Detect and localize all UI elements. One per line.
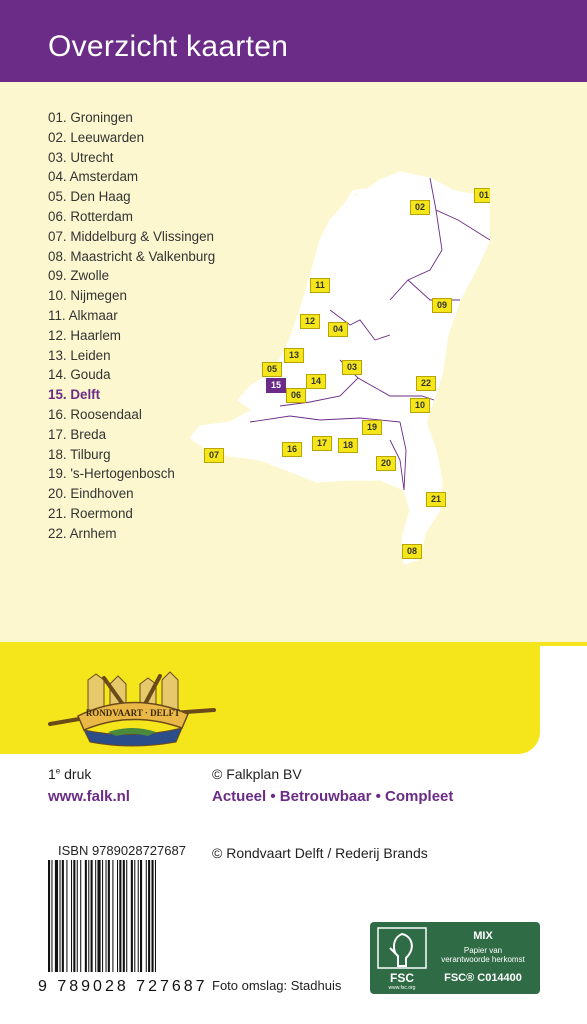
map-index-item: 01. Groningen (48, 110, 133, 125)
fsc-logo-text: FSC (390, 971, 414, 985)
barcode-bar (60, 860, 61, 972)
fsc-mix: MIX (473, 930, 493, 942)
copyright-falkplan: © Falkplan BV (212, 766, 302, 782)
barcode-bar (88, 860, 89, 972)
map-index-item: 21. Roermond (48, 505, 133, 521)
map-tag-07: 07 (204, 448, 224, 463)
barcode-bar (112, 860, 113, 972)
barcode-bar (85, 860, 87, 972)
map-index-item: 04. Amsterdam (48, 169, 139, 185)
map-index-item: 06. Rotterdam (48, 208, 133, 224)
map-index-item: 18. Tilburg (48, 446, 111, 462)
map-tag-16: 16 (282, 442, 302, 457)
website-link[interactable]: www.falk.nl (48, 788, 130, 805)
barcode-bar (140, 860, 142, 972)
barcode-digits: 9 789028 727687 (38, 978, 208, 995)
map-tag-11: 11 (310, 278, 330, 293)
map-tag-17: 17 (312, 436, 332, 451)
map-tag-12: 12 (300, 314, 320, 329)
slogan: Actueel • Betrouwbaar • Compleet (212, 788, 454, 805)
barcode-bar (48, 860, 50, 972)
barcode-bar (134, 860, 135, 972)
fsc-description: Papier van verantwoorde herkomst (441, 946, 525, 964)
map-tag-18: 18 (338, 438, 358, 453)
barcode-bar (51, 860, 52, 972)
map-tag-09: 09 (432, 298, 452, 313)
map-index-item: 15. Delft (48, 387, 101, 403)
barcode-bar (97, 860, 100, 972)
page-title: Overzicht kaarten (48, 30, 289, 63)
isbn-text: ISBN 9789028727687 (58, 843, 186, 858)
barcode-bar (66, 860, 67, 972)
map-tag-06: 06 (286, 388, 306, 403)
fsc-code: FSC® C014400 (444, 972, 522, 984)
map-index-item: 12. Haarlem (48, 327, 121, 343)
barcode-bar (73, 860, 75, 972)
map-index-item: 13. Leiden (48, 347, 111, 363)
map-index-item: 05. Den Haag (48, 189, 131, 205)
map-tag-08: 08 (402, 544, 422, 559)
barcode-bar (108, 860, 110, 972)
copyright-rondvaart: © Rondvaart Delft / Rederij Brands (212, 845, 428, 861)
barcode-bar (62, 860, 64, 972)
barcode-bar (138, 860, 139, 972)
barcode-bar (123, 860, 125, 972)
fsc-tree-icon (376, 926, 428, 990)
map-index-item: 03. Utrecht (48, 149, 114, 165)
barcode-bar (91, 860, 93, 972)
map-index-item: 11. Alkmaar (48, 307, 118, 323)
barcode-bar (77, 860, 78, 972)
map-index-item: 14. Gouda (48, 367, 111, 383)
map-index-item: 10. Nijmegen (48, 288, 127, 304)
barcode-bar (106, 860, 107, 972)
barcode-bar (55, 860, 58, 972)
barcode-bar (126, 860, 127, 972)
barcode-bar (95, 860, 96, 972)
map-tag-03: 03 (342, 360, 362, 375)
map-tag-10: 10 (410, 398, 430, 413)
barcode (48, 860, 196, 978)
map-tag-04: 04 (328, 322, 348, 337)
barcode-bar (80, 860, 81, 972)
map-index-item: 17. Breda (48, 426, 107, 442)
map-index-item: 09. Zwolle (48, 268, 110, 284)
photo-credit: Foto omslag: Stadhuis (212, 978, 342, 993)
map-tag-02: 02 (410, 200, 430, 215)
map-index-item: 08. Maastricht & Valkenburg (48, 248, 216, 264)
fsc-badge (370, 922, 540, 994)
barcode-bar (155, 860, 156, 972)
barcode-bar (117, 860, 118, 972)
barcode-bar (146, 860, 147, 972)
netherlands-map (190, 160, 490, 580)
map-tag-22: 22 (416, 376, 436, 391)
map-tag-20: 20 (376, 456, 396, 471)
map-index-item: 16. Roosendaal (48, 406, 142, 422)
map-tag-13: 13 (284, 348, 304, 363)
map-index-item: 02. Leeuwarden (48, 129, 145, 145)
map-index-item: 22. Arnhem (48, 525, 117, 541)
fsc-site: www.fsc.org (388, 985, 416, 990)
map-tags (190, 160, 490, 580)
map-index-item: 07. Middelburg & Vlissingen (48, 228, 214, 244)
map-tag-14: 14 (306, 374, 326, 389)
map-tag-01: 01 (474, 188, 490, 203)
barcode-bar (148, 860, 150, 972)
barcode-bar (102, 860, 103, 972)
barcode-bar (131, 860, 133, 972)
barcode-bar (71, 860, 72, 972)
map-tag-05: 05 (262, 362, 282, 377)
edition-label: 1e druk (48, 766, 92, 782)
map-index-item: 20. Eindhoven (48, 486, 134, 502)
barcode-bar (152, 860, 154, 972)
map-tag-19: 19 (362, 420, 382, 435)
map-index-item: 19. 's-Hertogenbosch (48, 466, 175, 482)
rondvaart-delft-logo (48, 670, 218, 750)
map-tag-21: 21 (426, 492, 446, 507)
logo-text: RONDVAART · DELFT (85, 708, 181, 718)
map-tag-15-selected: 15 (266, 378, 286, 393)
barcode-bar (119, 860, 121, 972)
